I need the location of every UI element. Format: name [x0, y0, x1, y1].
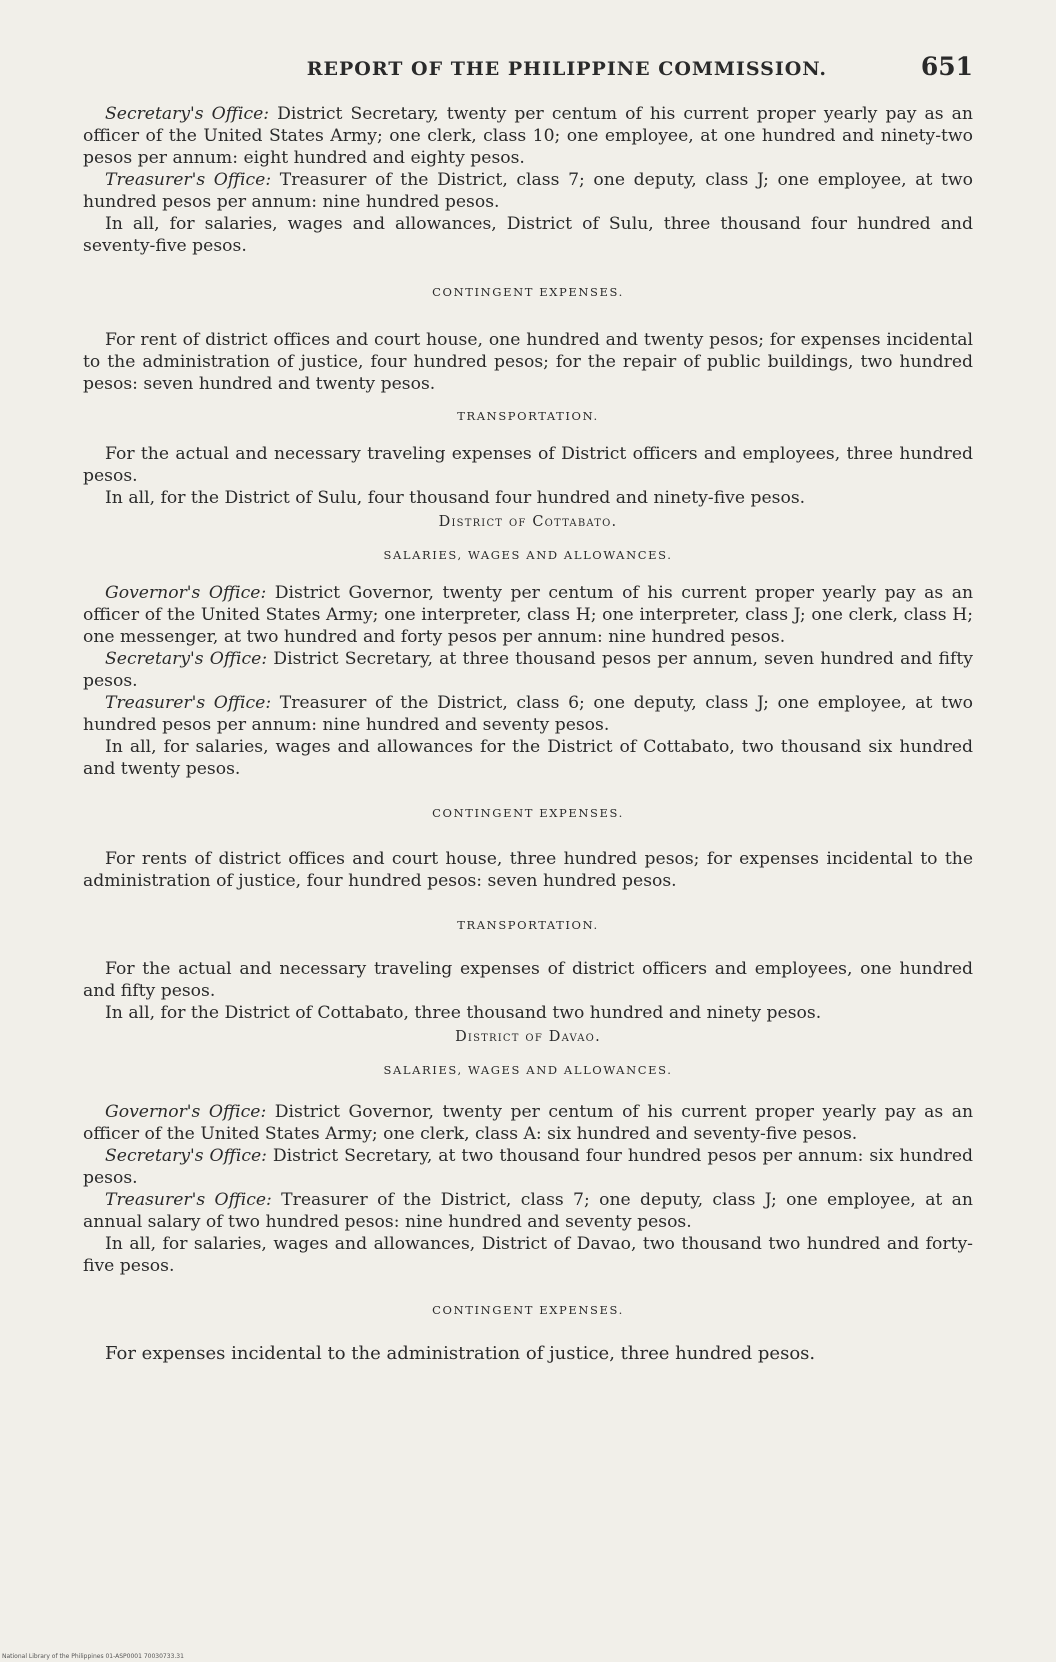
office-label: Secretary's Office: [105, 1146, 267, 1166]
office-label: Governor's Office: [105, 583, 267, 603]
davao-treasurer-paragraph: Treasurer's Office: Treasurer of the District, class 7; one deputy, class J; one employee, at an annual salary of two hundred pesos: nine hundred and seventy pesos. [83, 1190, 973, 1232]
sulu-transport-heading: TRANSPORTATION. [457, 409, 599, 423]
davao-salaries-heading: SALARIES, WAGES AND ALLOWANCES. [383, 1063, 673, 1077]
sulu-district-total: In all, for the District of Sulu, four thousand four hundred and ninety-five pesos. [105, 488, 806, 508]
cottabato-governor-paragraph: Governor's Office: District Governor, twenty per centum of his current proper yearly pay as an officer of the United States Army; one interpreter, class H; one interpreter, class J; one clerk, class H; one messenger, at two hundred and forty pesos per annum: nine hundred pesos. [83, 583, 974, 647]
cottabato-transport-heading: TRANSPORTATION. [457, 918, 599, 932]
sulu-transport-paragraph: For the actual and necessary traveling expenses of District officers and employees, three hundred pesos. [83, 444, 973, 486]
page-number: 651 [920, 52, 973, 81]
office-label: Secretary's Office: [105, 649, 268, 669]
office-label: Treasurer's Office: [105, 1190, 272, 1210]
davao-salaries-total: In all, for salaries, wages and allowances, District of Davao, two thousand two hundred and forty-five pesos. [83, 1234, 973, 1276]
davao-secretary-paragraph: Secretary's Office: District Secretary, at two thousand four hundred pesos per annum: six hundred pesos. [83, 1146, 973, 1188]
running-head: REPORT OF THE PHILIPPINE COMMISSION. [306, 58, 828, 80]
davao-contingent-paragraph: For expenses incidental to the administration of justice, three hundred pesos. [105, 1343, 816, 1364]
sulu-secretary-paragraph: Secretary's Office: District Secretary, twenty per centum of his current proper yearly pay as an officer of the United States Army; one clerk, class 10; one employee, at one hundred and ninety-two pesos per annum: eight hundred and eighty pesos. [83, 104, 973, 168]
cottabato-district-total: In all, for the District of Cottabato, three thousand two hundred and ninety pesos. [105, 1003, 822, 1023]
davao-contingent-heading: CONTINGENT EXPENSES. [432, 1303, 624, 1317]
davao-district-heading: District of Davao. [455, 1029, 601, 1045]
office-label: Secretary's Office: [105, 104, 270, 124]
office-label: Treasurer's Office: [105, 170, 272, 190]
cottabato-transport-paragraph: For the actual and necessary traveling expenses of district officers and employees, one hundred and fifty pesos. [83, 959, 973, 1001]
cottabato-contingent-paragraph: For rents of district offices and court house, three hundred pesos; for expenses incidental to the administration of justice, four hundred pesos: seven hundred pesos. [83, 849, 973, 891]
page-header [83, 52, 973, 81]
cottabato-salaries-total: In all, for salaries, wages and allowances for the District of Cottabato, two thousand six hundred and twenty pesos. [83, 737, 973, 779]
sulu-salaries-total: In all, for salaries, wages and allowances, District of Sulu, three thousand four hundred and seventy-five pesos. [83, 214, 973, 256]
cottabato-salaries-heading: SALARIES, WAGES AND ALLOWANCES. [383, 548, 673, 562]
sulu-contingent-paragraph: For rent of district offices and court house, one hundred and twenty pesos; for expenses incidental to the administration of justice, four hundred pesos; for the repair of public buildings, two hundred pesos: seven hundred and twenty pesos. [83, 330, 973, 394]
cottabato-district-heading: District of Cottabato. [438, 514, 618, 530]
office-label: Treasurer's Office: [105, 693, 272, 713]
cottabato-treasurer-paragraph: Treasurer's Office: Treasurer of the District, class 6; one deputy, class J; one employee, at two hundred pesos per annum: nine hundred and seventy pesos. [83, 693, 973, 735]
document-page [83, 52, 973, 1365]
cottabato-secretary-paragraph: Secretary's Office: District Secretary, at three thousand pesos per annum, seven hundred and fifty pesos. [83, 649, 974, 691]
davao-governor-paragraph: Governor's Office: District Governor, twenty per centum of his current proper yearly pay as an officer of the United States Army; one clerk, class A: six hundred and seventy-five pesos. [83, 1102, 974, 1144]
scan-source-footer: National Library of the Philippines 01-ASP0001 70030733.31 [2, 1653, 184, 1660]
sulu-contingent-heading: CONTINGENT EXPENSES. [432, 285, 624, 299]
sulu-treasurer-paragraph: Treasurer's Office: Treasurer of the District, class 7; one deputy, class J; one employee, at two hundred pesos per annum: nine hundred pesos. [83, 170, 973, 212]
cottabato-contingent-heading: CONTINGENT EXPENSES. [432, 806, 624, 820]
office-label: Governor's Office: [105, 1102, 267, 1122]
